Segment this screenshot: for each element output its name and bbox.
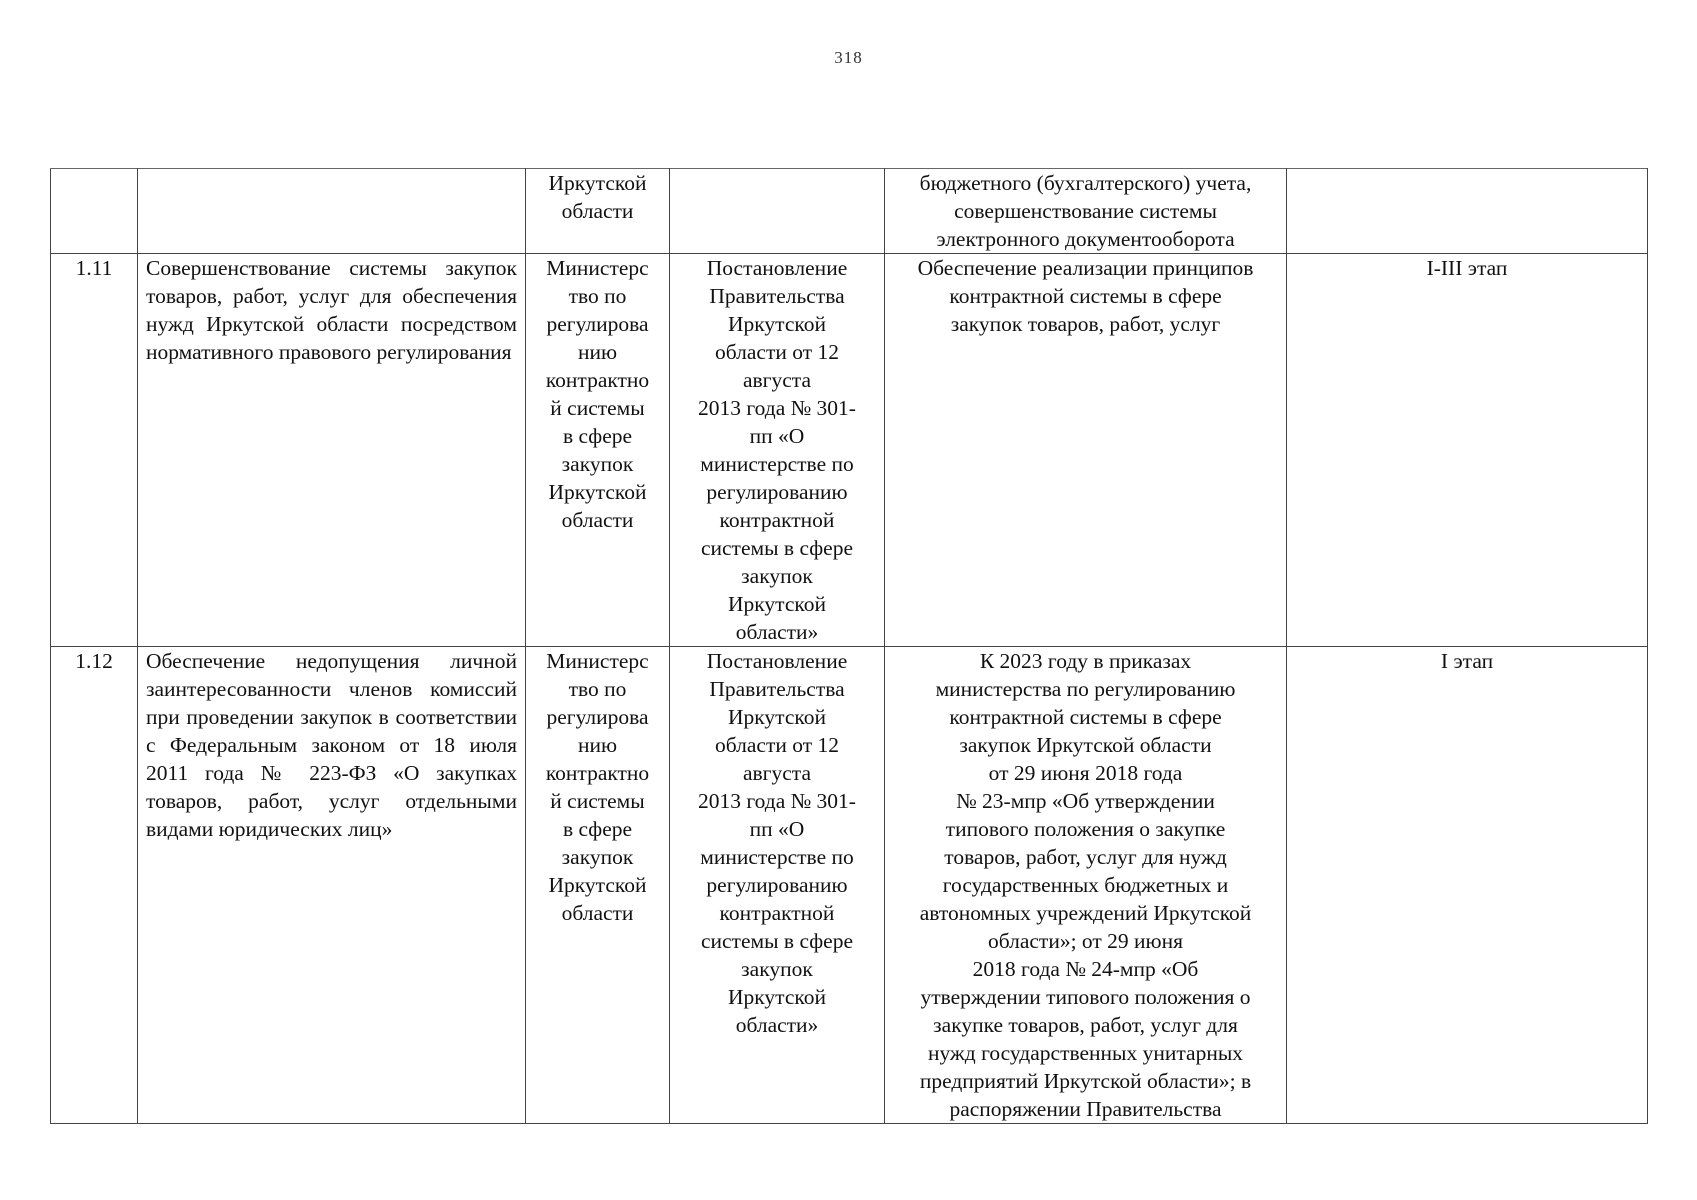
table-row-continuation [51,169,1648,254]
cell-document: Постановление Правительства Иркутской области от 12 августа 2013 года № 301- пп «О министерстве по регулированию контрактной системы в сфере закупок Иркутской области» [670,254,885,647]
cell-number: 1.12 [51,647,138,1124]
cell-stage: I-III этап [1287,254,1648,647]
cell-stage: I этап [1287,647,1648,1124]
cell-number [51,169,138,254]
cell-number: 1.11 [51,254,138,647]
cell-event [138,169,526,254]
cell-responsible: Иркутской области [526,169,670,254]
cell-result: бюджетного (бухгалтерского) учета, совершенствование системы электронного документооборота [885,169,1287,254]
cell-event: Совершенствование системы закупок товаров, работ, услуг для обеспечения нужд Иркутской области посредством нормативного правового регулирования [138,254,526,647]
cell-document: Постановление Правительства Иркутской области от 12 августа 2013 года № 301- пп «О министерстве по регулированию контрактной системы в сфере закупок Иркутской области» [670,647,885,1124]
measures-table [50,168,1648,1124]
cell-stage [1287,169,1648,254]
cell-responsible: Министерс тво по регулирова нию контрактно й системы в сфере закупок Иркутской области [526,254,670,647]
cell-responsible: Министерс тво по регулирова нию контрактно й системы в сфере закупок Иркутской области [526,647,670,1124]
cell-result: К 2023 году в приказах министерства по регулированию контрактной системы в сфере закупок Иркутской области от 29 июня 2018 года № 23-мпр «Об утверждении типового положения о закупке товаров, работ, услуг для нужд государственных бюджетных и автономных учреждений Иркутской области»; от 29 июня 2018 года № 24-мпр «Об утверждении типового положения о закупке товаров, работ, услуг для нужд государственных унитарных предприятий Иркутской области»; в распоряжении Правительства [885,647,1287,1124]
cell-result: Обеспечение реализации принципов контрактной системы в сфере закупок товаров, работ, услуг [885,254,1287,647]
table-row-1-11 [51,254,1648,647]
cell-event: Обеспечение недопущения личной заинтересованности членов комиссий при проведении закупок в соответствии с Федеральным законом от 18 июля 2011 года № 223-ФЗ «О закупках товаров, работ, услуг отдельными видами юридических лиц» [138,647,526,1124]
table-row-1-12 [51,647,1648,1124]
page-number: 318 [834,48,863,67]
cell-document [670,169,885,254]
